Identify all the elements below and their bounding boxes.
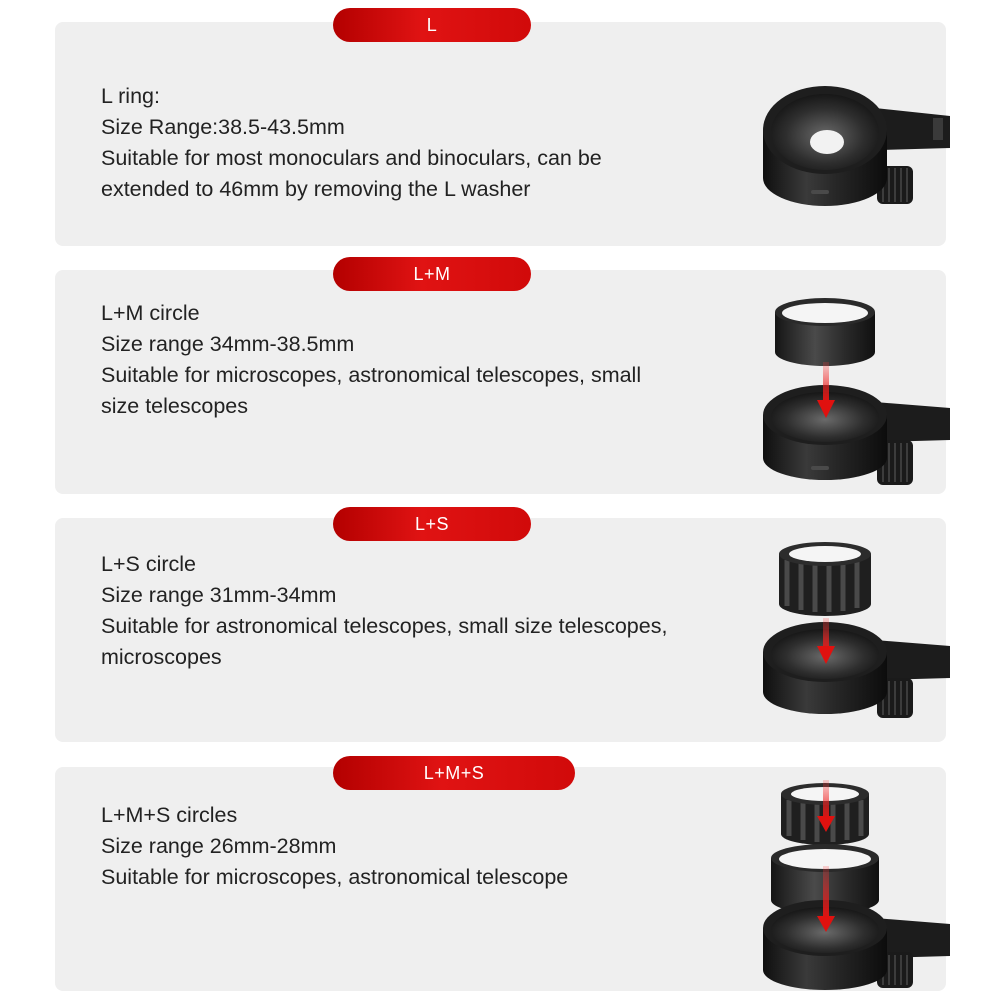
section-title: L ring: [101,84,160,108]
description-line: Suitable for astronomical telescopes, small size telescopes, [101,614,668,638]
l-ring-adapter-icon [755,78,950,213]
section-badge-l-m: L+M [333,257,531,291]
section-badge-l-m-s: L+M+S [333,756,575,790]
description-line: Suitable for most monoculars and binoculars, can be [101,146,602,170]
s-and-m-rings-into-l-ring-icon [755,780,950,990]
section-text-l-s [101,549,741,673]
description-line: extended to 46mm by removing the L washer [101,177,531,201]
description-line: Suitable for microscopes, astronomical telescopes, small [101,363,642,387]
section-text-l-m-s [101,800,741,893]
section-title: L+M+S circles [101,803,238,827]
section-title: L+S circle [101,552,196,576]
m-ring-into-l-ring-icon [755,290,950,490]
section-title: L+M circle [101,301,200,325]
size-range: Size range 26mm-28mm [101,834,337,858]
section-text-l [101,81,741,205]
description-line: size telescopes [101,394,248,418]
description-line: microscopes [101,645,222,669]
section-badge-l: L [333,8,531,42]
section-badge-l-s: L+S [333,507,531,541]
size-range: Size range 31mm-34mm [101,583,337,607]
size-range: Size Range:38.5-43.5mm [101,115,345,139]
section-text-l-m [101,298,741,422]
description-line: Suitable for microscopes, astronomical telescope [101,865,569,889]
s-ring-into-l-ring-icon [755,540,950,720]
size-range: Size range 34mm-38.5mm [101,332,355,356]
